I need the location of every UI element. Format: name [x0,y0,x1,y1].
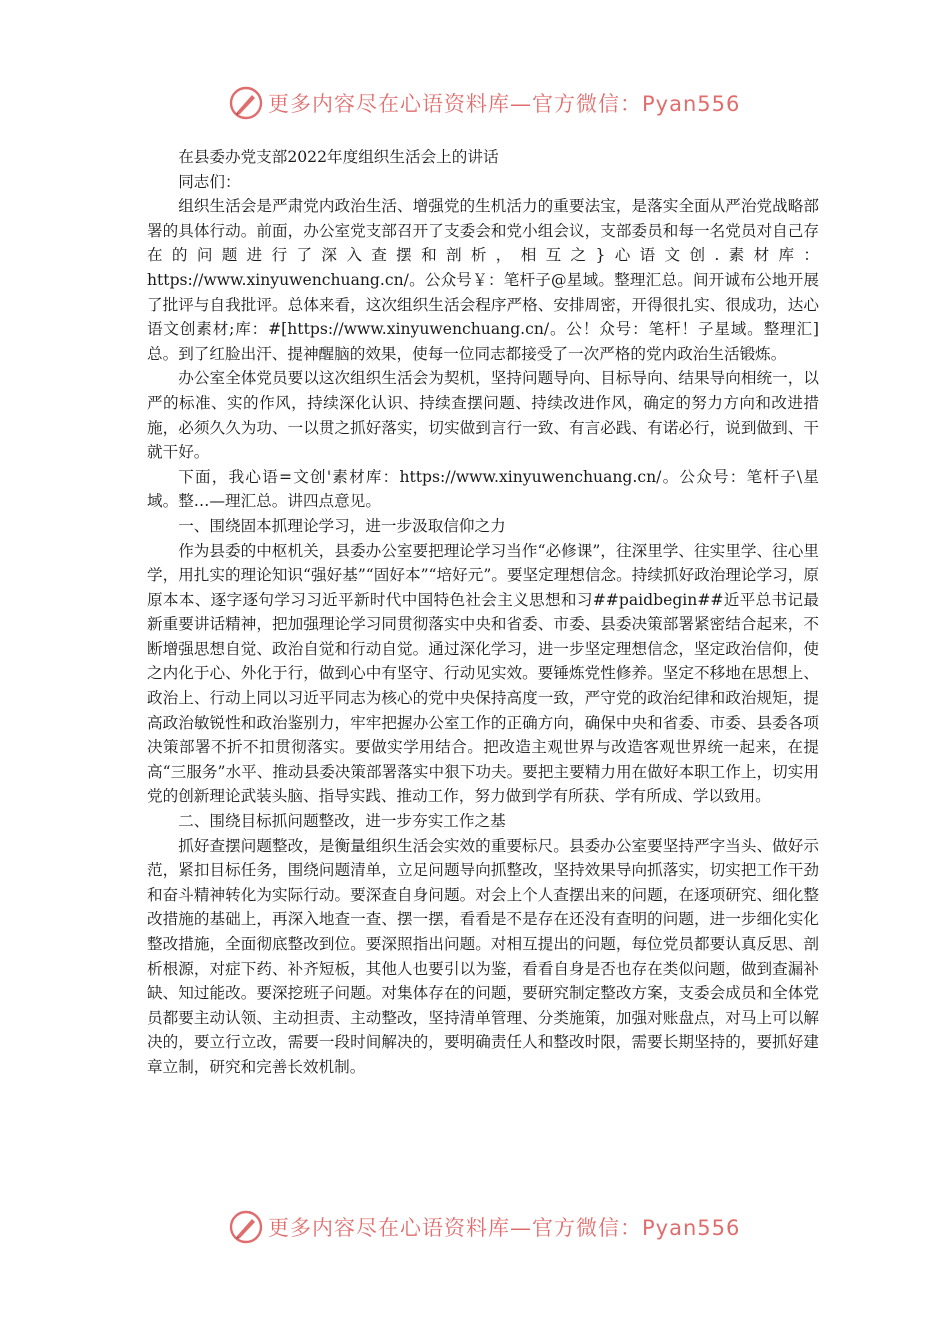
salutation: 同志们： [178,172,241,191]
pen-logo-icon [228,1209,264,1245]
body-paragraph: 组织生活会是严肃党内政治生活、增强党的生机活力的重要法宝，是落实全面从严治党战略部署的具体行动。前面，办公室党支部召开了支委会和党小组会议，支部委员和每一名党员对自己存在的问题进行了深入查摆和剖析，相互之}心语文创.素材库：https://www.xinyuwenchuang.cn/。公众号￥：笔杆子@星域。整理汇总。间开诚布公地开展了批评与自我批评。总体来看，这次组织生活会程序严格、安排周密，开得很扎实、很成功，达心语文创素材;库：#[https://www.xinyuwenchuang.cn/。公！众号：笔杆！子星域。整理汇]总。到了红脸出汗、提神醒脑的效果，使每一位同志都接受了一次严格的党内政治生活锻炼。 [147,197,819,363]
watermark-text: 更多内容尽在心语资料库—官方微信：Pyan556 [268,92,741,116]
section-heading: 二、围绕目标抓问题整改，进一步夯实工作之基 [178,812,506,831]
body-paragraph: 作为县委的中枢机关，县委办公室要把理论学习当作“必修课”，往深里学、往实里学、往心里学，用扎实的理论知识“强好基”“固好本”“培好元”。要坚定理想信念。持续抓好政治理论学习，原原本本、逐字逐句学习习近平新时代中国特色社会主义思想和习##paidbegin##近平总书记最新重要讲话精神，把加强理论学习同贯彻落实中央和省委、市委、县委决策部署紧密结合起来，不断增强思想自觉、政治自觉和行动自觉。通过深化学习，进一步坚定理想信念，坚定政治信仰，使之内化于心、外化于行，做到心中有坚守、行动见实效。要锤炼党性修养。坚定不移地在思想上、政治上、行动上同以习近平同志为核心的党中央保持高度一致，严守党的政治纪律和政治规矩，提高政治敏锐性和政治鉴别力，牢牢把握办公室工作的正确方向，确保中央和省委、市委、县委各项决策部署不折不扣贯彻落实。要做实学用结合。把改造主观世界与改造客观世界统一起来，在提高“三服务”水平、推动县委决策部署落实中狠下功夫。要把主要精力用在做好本职工作上，切实用党的创新理论武装头脑、指导实践、推动工作，努力做到学有所获、学有所成、学以致用。 [147,541,819,806]
body-paragraph: 办公室全体党员要以这次组织生活会为契机，坚持问题导向、目标导向、结果导向相统一，以严的标准、实的作风，持续深化认识、持续查摆问题、持续改进作风，确定的努力方向和改进措施，必须久久为功、一以贯之抓好落实，切实做到言行一致、有言必践、有诺必行，说到做到、干就干好。 [147,369,819,462]
body-paragraph: 下面，我心语=文创'素材库：https://www.xinyuwenchuang.cn/。公众号：笔杆子\星域。整…—理汇总。讲四点意见。 [147,467,819,511]
footer-watermark-banner [228,1207,748,1247]
body-paragraph: 抓好查摆问题整改，是衡量组织生活会实效的重要标尺。县委办公室要坚持严字当头、做好示范，紧扣目标任务，围绕问题清单，立足问题导向抓整改，坚持效果导向抓落实，切实把工作干劲和奋斗精神转化为实际行动。要深查自身问题。对会上个人查摆出来的问题，在逐项研究、细化整改措施的基础上，再深入地查一查、摆一摆，看看是不是存在还没有查明的问题，进一步细化实化整改措施，全面彻底整改到位。要深照指出问题。对相互提出的问题，每位党员都要认真反思、剖析根源，对症下药、补齐短板，其他人也要引以为鉴，看看自身是否也存在类似问题，做到查漏补缺、知过能改。要深挖班子问题。对集体存在的问题，要研究制定整改方案，支委会成员和全体党员都要主动认领、主动担责、主动整改，坚持清单管理、分类施策，加强对账盘点，对马上可以解决的，要立行立改，需要一段时间解决的，要明确责任人和整改时限，需要长期坚持的，要抓好建章立制，研究和完善长效机制。 [147,836,819,1076]
document-body [147,145,819,1080]
pen-logo-icon [228,85,264,121]
section-heading: 一、围绕固本抓理论学习，进一步汲取信仰之力 [178,516,506,535]
watermark-text: 更多内容尽在心语资料库—官方微信：Pyan556 [268,1216,741,1240]
header-watermark-banner [228,83,748,123]
document-title: 在县委办党支部2022年度组织生活会上的讲话 [178,148,499,166]
